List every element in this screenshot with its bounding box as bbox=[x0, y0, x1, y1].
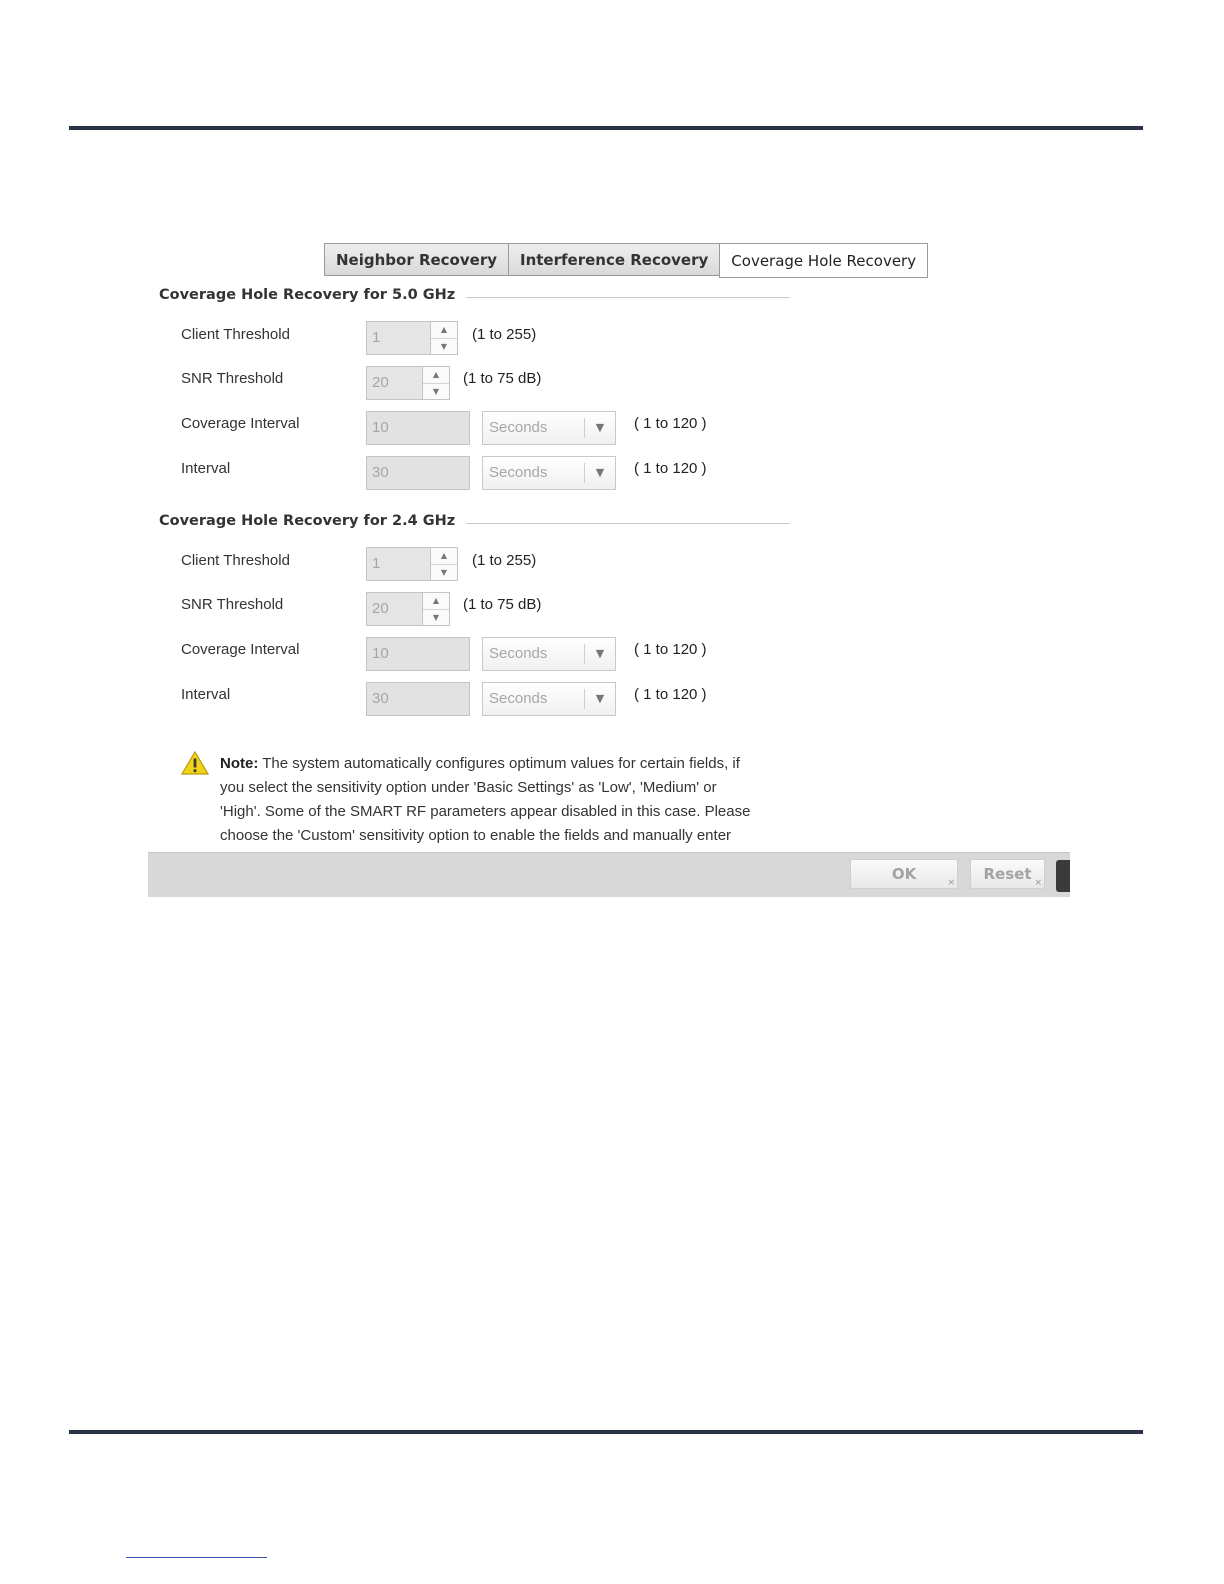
interval-label: Interval bbox=[181, 686, 231, 703]
interval-input[interactable]: 30 bbox=[366, 682, 470, 716]
dropdown-arrow-icon[interactable]: ▼ bbox=[584, 418, 615, 438]
note-line-1 bbox=[220, 752, 792, 776]
note-line-3: 'High'. Some of the SMART RF parameters appear disabled in this case. Please bbox=[220, 803, 751, 820]
note-text bbox=[220, 752, 792, 848]
interval-input[interactable]: 30 bbox=[366, 456, 470, 490]
section-divider bbox=[466, 523, 790, 524]
spin-down-icon[interactable]: ▼ bbox=[431, 564, 457, 581]
interval-range: ( 1 to 120 ) bbox=[634, 686, 707, 703]
footer-link-underline[interactable] bbox=[126, 1557, 267, 1558]
coverage-interval-unit-select[interactable] bbox=[482, 637, 616, 671]
tab-interference-recovery[interactable]: Interference Recovery bbox=[508, 243, 719, 276]
client-threshold-range: (1 to 255) bbox=[472, 326, 537, 343]
interval-range: ( 1 to 120 ) bbox=[634, 460, 707, 477]
reset-button[interactable] bbox=[970, 859, 1045, 889]
page-top-rule bbox=[69, 126, 1143, 130]
coverage-interval-input[interactable]: 10 bbox=[366, 411, 470, 445]
coverage-interval-range: ( 1 to 120 ) bbox=[634, 415, 707, 432]
client-threshold-value[interactable]: 1 bbox=[372, 329, 381, 346]
spin-up-icon[interactable]: ▲ bbox=[432, 370, 440, 379]
spin-up-icon[interactable]: ▲ bbox=[440, 325, 448, 334]
section-divider bbox=[466, 297, 790, 298]
snr-threshold-range: (1 to 75 dB) bbox=[463, 596, 542, 613]
client-threshold-range: (1 to 255) bbox=[472, 552, 537, 569]
section-title-5ghz: Coverage Hole Recovery for 5.0 GHz bbox=[159, 287, 456, 303]
snr-threshold-value[interactable]: 20 bbox=[372, 600, 389, 617]
ok-button[interactable] bbox=[850, 859, 958, 889]
interval-unit-select[interactable] bbox=[482, 456, 616, 490]
snr-threshold-label: SNR Threshold bbox=[181, 596, 284, 613]
client-threshold-spinner[interactable] bbox=[366, 547, 458, 581]
section-title-2ghz: Coverage Hole Recovery for 2.4 GHz bbox=[159, 513, 456, 529]
exit-button[interactable] bbox=[1056, 860, 1070, 892]
snr-threshold-value[interactable]: 20 bbox=[372, 374, 389, 391]
interval-unit-select[interactable] bbox=[482, 682, 616, 716]
dropdown-arrow-icon[interactable]: ▼ bbox=[584, 463, 615, 483]
snr-threshold-spinner[interactable] bbox=[366, 592, 450, 626]
coverage-interval-range: ( 1 to 120 ) bbox=[634, 641, 707, 658]
interval-label: Interval bbox=[181, 460, 231, 477]
client-threshold-label: Client Threshold bbox=[181, 326, 290, 343]
tab-bar bbox=[324, 243, 928, 278]
snr-threshold-range: (1 to 75 dB) bbox=[463, 370, 542, 387]
spin-up-icon[interactable]: ▲ bbox=[432, 596, 440, 605]
ok-button-label: OK bbox=[891, 865, 917, 883]
coverage-interval-input[interactable]: 10 bbox=[366, 637, 470, 671]
tab-neighbor-recovery[interactable]: Neighbor Recovery bbox=[324, 243, 508, 276]
note-line-4: choose the 'Custom' sensitivity option to enable the fields and manually enter bbox=[220, 827, 732, 844]
coverage-interval-unit-value: Seconds bbox=[489, 645, 548, 662]
interval-unit-value: Seconds bbox=[489, 690, 548, 707]
spin-down-icon[interactable]: ▼ bbox=[431, 338, 457, 355]
close-mark-icon: × bbox=[947, 878, 955, 888]
note-line-1-text: The system automatically configures optimum values for certain fields, if bbox=[258, 755, 740, 772]
spin-down-icon[interactable]: ▼ bbox=[423, 609, 449, 626]
client-threshold-spinner[interactable] bbox=[366, 321, 458, 355]
coverage-interval-unit-value: Seconds bbox=[489, 419, 548, 436]
client-threshold-label: Client Threshold bbox=[181, 552, 290, 569]
snr-threshold-label: SNR Threshold bbox=[181, 370, 284, 387]
note-heading: Note: bbox=[220, 755, 259, 772]
dropdown-arrow-icon[interactable]: ▼ bbox=[584, 689, 615, 709]
interval-unit-value: Seconds bbox=[489, 464, 548, 481]
coverage-interval-unit-select[interactable] bbox=[482, 411, 616, 445]
warning-icon bbox=[181, 751, 209, 775]
snr-threshold-spinner[interactable] bbox=[366, 366, 450, 400]
note-line-2: you select the sensitivity option under 'Basic Settings' as 'Low', 'Medium' or bbox=[220, 779, 717, 796]
coverage-interval-label: Coverage Interval bbox=[181, 415, 300, 432]
tab-coverage-hole-recovery[interactable]: Coverage Hole Recovery bbox=[719, 243, 928, 278]
spin-up-icon[interactable]: ▲ bbox=[440, 551, 448, 560]
spin-down-icon[interactable]: ▼ bbox=[423, 383, 449, 400]
client-threshold-value[interactable]: 1 bbox=[372, 555, 381, 572]
dropdown-arrow-icon[interactable]: ▼ bbox=[584, 644, 615, 664]
reset-button-label: Reset bbox=[983, 865, 1032, 883]
coverage-interval-label: Coverage Interval bbox=[181, 641, 300, 658]
close-mark-icon: × bbox=[1034, 878, 1042, 888]
page-bottom-rule bbox=[69, 1430, 1143, 1434]
